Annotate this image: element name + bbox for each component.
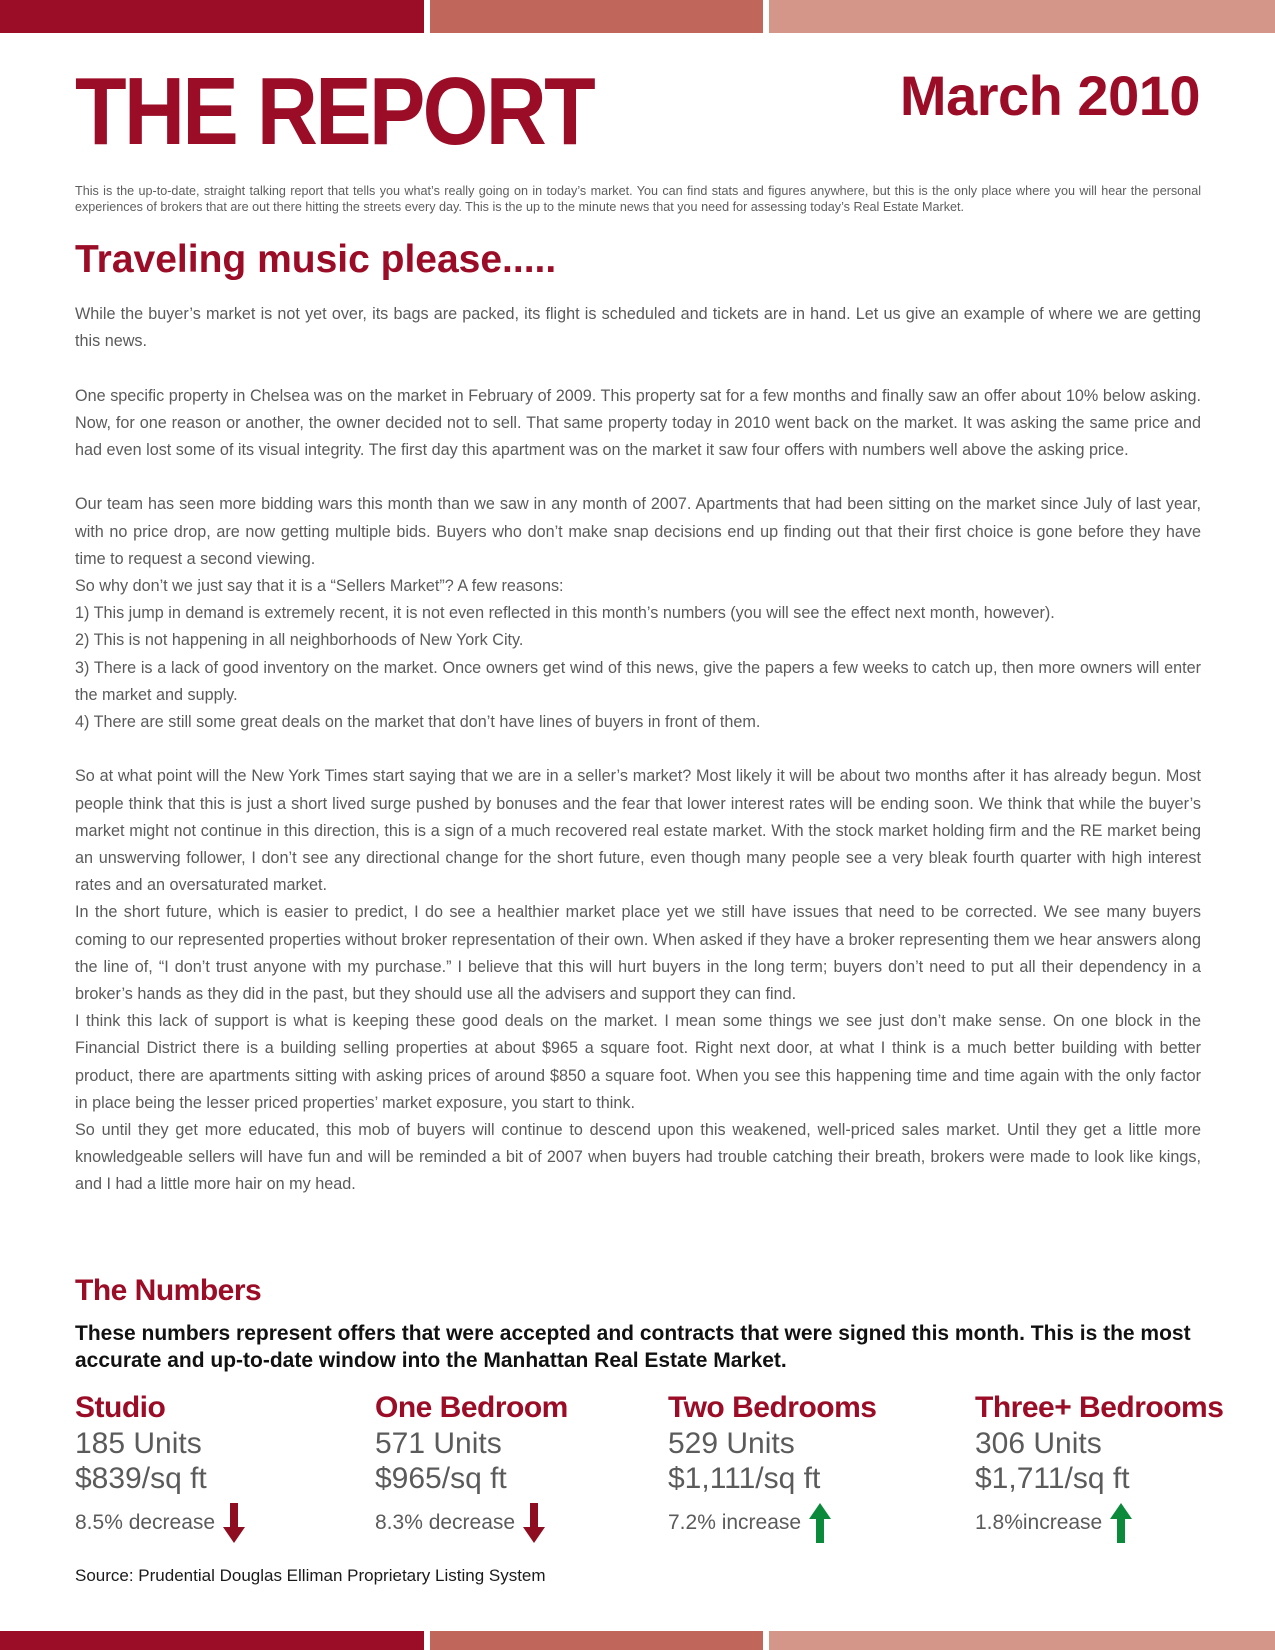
- stat-change: 1.8%increase: [975, 1511, 1103, 1534]
- article-paragraph: One specific property in Chelsea was on the market in February of 2009. This property sat for a few months and finally saw an offer about 10% below asking. Now, for one reason or another, the owner decided not to sell. That same property today in 2010 went back on the market. It was asking the same price and had even lost some of its visual integrity. The first day this apartment was on the market it saw four offers with numbers well above the asking price.: [75, 386, 1201, 459]
- bar-segment-dark: [0, 1631, 424, 1650]
- bar-segment-mid: [430, 0, 763, 33]
- stat-title: Two Bedrooms: [668, 1391, 877, 1424]
- article-paragraph: While the buyer’s market is not yet over, its bags are packed, its flight is scheduled and tickets are in hand. Let us give an example of where we are getting this news.: [75, 305, 1201, 351]
- report-title: THE REPORT: [75, 58, 594, 165]
- numbers-subtitle: These numbers represent offers that were accepted and contracts that were signed this month. This is the most accurate and up-to-date window into the Manhattan Real Estate Market.: [75, 1322, 1191, 1372]
- article-headline: Traveling music please.....: [75, 238, 557, 281]
- arrow-up-icon: [1110, 1503, 1132, 1543]
- stat-change: 7.2% increase: [668, 1511, 802, 1534]
- stat-three-plus-bedrooms: [975, 1390, 1223, 1544]
- bottom-color-bar: [0, 1631, 1275, 1650]
- reason-item: 2) This is not happening in all neighborhoods of New York City.: [75, 631, 524, 650]
- article-paragraph: In the short future, which is easier to predict, I do see a healthier market place yet we still have issues that need to be corrected. We see many buyers coming to our represented properties without broker representation of their own. When asked if they have a broker representing them we hear answers along the line of, “I don’t trust anyone with my purchase.” I believe that this will hurt buyers in the long term; buyers don’t need to put all their dependency in a broker’s hands as they did in the past, but they should use all the advisers and support they can find.: [75, 903, 1201, 1004]
- stat-price: $965/sq ft: [375, 1462, 507, 1495]
- stat-title: Three+ Bedrooms: [975, 1391, 1224, 1424]
- stat-units: 529 Units: [668, 1427, 795, 1460]
- stat-change-row: [375, 1502, 568, 1544]
- article-paragraph: I think this lack of support is what is keeping these good deals on the market. I mean some things we see just don’t make sense. On one block in the Financial District there is a building selling properties at about $965 a square foot. Right next door, at what I think is a much better building with better product, there are apartments sitting with asking prices of around $850 a square foot. When you see this happening time and time again with the only factor in place being the lesser priced properties’ market exposure, you start to think.: [75, 1012, 1201, 1112]
- reason-item: 1) This jump in demand is extremely recent, it is not even reflected in this month’s numbers (you will see the effect next month, however).: [75, 604, 1055, 623]
- source-note: Source: Prudential Douglas Elliman Proprietary Listing System: [75, 1566, 546, 1585]
- stat-price: $1,711/sq ft: [975, 1462, 1130, 1495]
- article-body: [75, 301, 1201, 1199]
- issue-date: March 2010: [899, 64, 1200, 127]
- article-paragraph: So at what point will the New York Times start saying that we are in a seller’s market? Most likely it will be about two months after it has already begun. Most people think that this is just a short lived surge pushed by bonuses and the fear that lower interest rates will be ending soon. We think that while the buyer’s market might not continue in this direction, this is a sign of a much recovered real estate market. With the stock market holding firm and the RE market being an unswerving follower, I don’t see any directional change for the short future, even though many people see a very bleak fourth quarter with high interest rates and an oversaturated market.: [75, 767, 1201, 895]
- bar-segment-mid: [430, 1631, 763, 1650]
- article-paragraph: Our team has seen more bidding wars this month than we saw in any month of 2007. Apartments that had been sitting on the market since July of last year, with no price drop, are now getting multiple bids. Buyers who don’t make snap decisions end up finding out that their first choice is gone before they have time to request a second viewing.: [75, 495, 1201, 568]
- stat-change: 8.5% decrease: [75, 1511, 216, 1534]
- article-paragraph: So until they get more educated, this mob of buyers will continue to descend upon this weakened, well-priced sales market. Until they get a little more knowledgeable sellers will have fun and will be reminded a bit of 2007 when buyers had trouble catching their breath, brokers were made to look like kings, and I had a little more hair on my head.: [75, 1121, 1201, 1194]
- bar-segment-light: [769, 0, 1275, 33]
- article-paragraph: So why don’t we just say that it is a “Sellers Market”? A few reasons:: [75, 577, 564, 595]
- masthead: [75, 58, 1200, 165]
- stat-price: $839/sq ft: [75, 1462, 207, 1495]
- top-color-bar: [0, 0, 1275, 33]
- bar-segment-dark: [0, 0, 424, 33]
- stat-units: 571 Units: [375, 1427, 502, 1460]
- stat-one-bedroom: [375, 1390, 568, 1544]
- stat-change: 8.3% decrease: [375, 1511, 516, 1534]
- stat-two-bedrooms: [668, 1390, 876, 1544]
- arrow-down-icon: [523, 1503, 545, 1543]
- stat-change-row: [975, 1502, 1223, 1544]
- numbers-heading: The Numbers: [75, 1274, 262, 1307]
- reason-item: 4) There are still some great deals on the market that don’t have lines of buyers in front of them.: [75, 713, 761, 732]
- stat-units: 185 Units: [75, 1427, 202, 1460]
- stat-title: Studio: [75, 1391, 166, 1424]
- reason-item: 3) There is a lack of good inventory on the market. Once owners get wind of this news, give the papers a few weeks to catch up, then more owners will enter the market and supply.: [75, 658, 1201, 704]
- arrow-down-icon: [223, 1503, 245, 1543]
- bar-segment-light: [769, 1631, 1275, 1650]
- arrow-up-icon: [809, 1503, 831, 1543]
- intro-paragraph: This is the up-to-date, straight talking report that tells you what’s really going on in today’s market. You can find stats and figures anywhere, but this is the only place where you will hear the personal experiences of brokers that are out there hitting the streets every day. This is the up to the minute news that you need for assessing today’s Real Estate Market.: [75, 184, 1201, 214]
- stat-change-row: [75, 1502, 245, 1544]
- stat-price: $1,111/sq ft: [668, 1462, 821, 1495]
- stat-studio: [75, 1390, 245, 1544]
- stat-change-row: [668, 1502, 876, 1544]
- stat-units: 306 Units: [975, 1427, 1102, 1460]
- stat-title: One Bedroom: [375, 1391, 568, 1424]
